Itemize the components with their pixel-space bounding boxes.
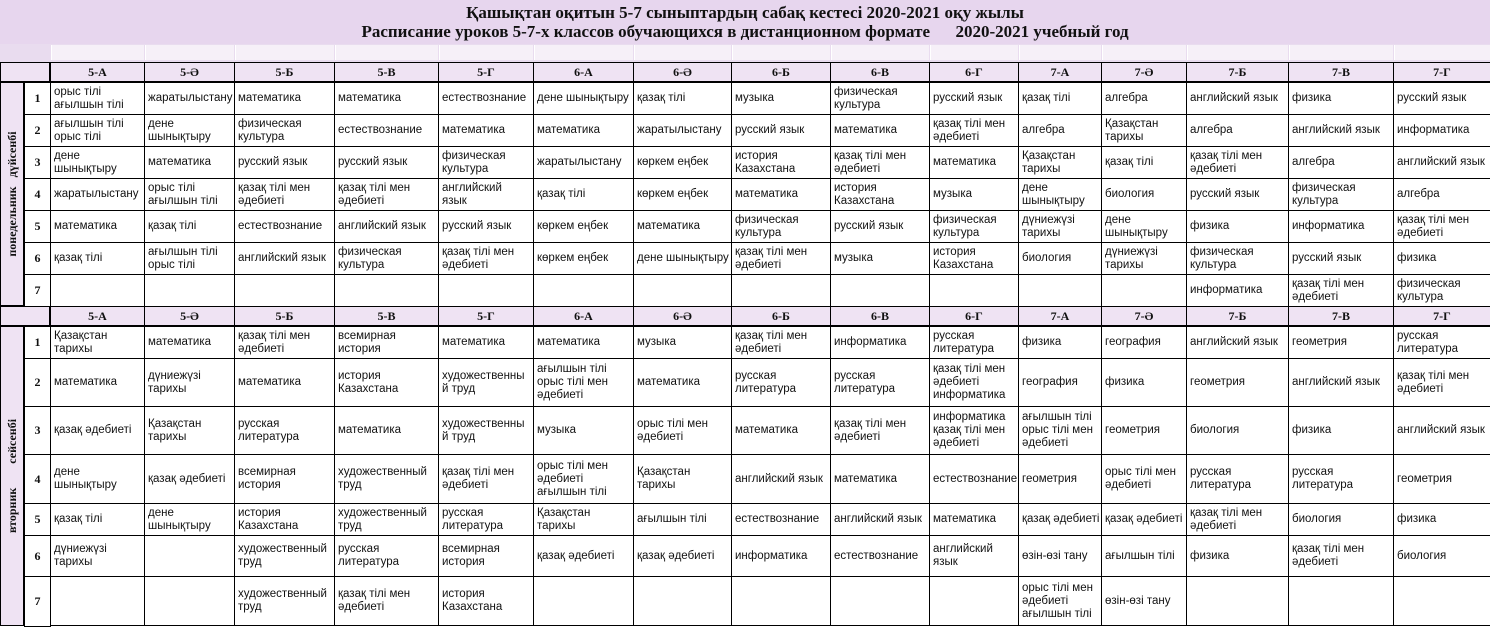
class-header: 6-А xyxy=(533,62,634,82)
lesson-cell xyxy=(1288,576,1394,626)
lesson-cell xyxy=(929,274,1019,307)
lesson-cell: қазақ тілі xyxy=(1018,82,1102,115)
lesson-cell: всемирная история xyxy=(234,454,335,504)
lesson-cell xyxy=(633,274,732,307)
class-header: 5-Г xyxy=(438,62,534,82)
lesson-number: 2 xyxy=(24,114,51,147)
lesson-cell: музыка xyxy=(533,406,634,455)
lesson-cell: қазақ әдебиеті xyxy=(50,406,145,455)
lesson-number: 7 xyxy=(24,274,51,307)
class-header: 7-Г xyxy=(1393,306,1490,326)
class-header: 7-Б xyxy=(1186,306,1289,326)
lesson-cell: математика xyxy=(50,358,145,407)
lesson-cell: русский язык xyxy=(234,146,335,179)
lesson-cell: қазақ тілі мен әдебиеті информатика xyxy=(929,358,1019,407)
lesson-cell: дене шынықтыру xyxy=(633,242,732,275)
class-header: 7-В xyxy=(1288,306,1394,326)
lesson-cell: английский язык xyxy=(1186,326,1289,359)
lesson-cell: английский язык xyxy=(234,242,335,275)
lesson-cell: дене шынықтыру xyxy=(533,82,634,115)
blank-cell xyxy=(1019,45,1101,60)
lesson-cell: алгебра xyxy=(1288,146,1394,179)
lesson-cell: орыс тілі мен әдебиеті xyxy=(633,406,732,455)
class-header: 6-Ә xyxy=(633,306,732,326)
lesson-cell: қазақ тілі мен әдебиеті xyxy=(1288,535,1394,577)
lesson-cell: естествознание xyxy=(830,535,930,577)
lesson-cell: русская литература xyxy=(438,503,534,536)
class-header: 7-А xyxy=(1018,306,1102,326)
class-header: 5-Ә xyxy=(144,306,235,326)
lesson-number: 5 xyxy=(24,503,51,536)
class-header: 6-В xyxy=(830,62,930,82)
lesson-cell: художественны й труд xyxy=(438,406,534,455)
lesson-cell: қазақ тілі xyxy=(1101,146,1187,179)
lesson-cell: Қазақстан тарихы xyxy=(50,326,145,359)
lesson-cell: қазақ тілі xyxy=(633,82,732,115)
blank-cell xyxy=(1394,45,1490,60)
lesson-cell: орыс тілі мен әдебиеті xyxy=(1101,454,1187,504)
lesson-cell: дене шынықтыру xyxy=(144,114,235,147)
lesson-cell: русская литература xyxy=(1288,454,1394,504)
lesson-cell: русская литература xyxy=(929,326,1019,359)
lesson-cell: информатика xyxy=(830,326,930,359)
lesson-cell: математика xyxy=(234,358,335,407)
lesson-cell: Қазақстан тарихы xyxy=(533,503,634,536)
lesson-cell: қазақ тілі мен әдебиеті xyxy=(1186,146,1289,179)
lesson-cell: геометрия xyxy=(1018,454,1102,504)
lesson-cell: биология xyxy=(1393,535,1490,577)
blank-cell xyxy=(534,45,633,60)
lesson-cell: орыс тілі мен әдебиеті ағылшын тілі xyxy=(1018,576,1102,626)
lesson-cell: алгебра xyxy=(1186,114,1289,147)
lesson-cell: информатика xyxy=(1186,274,1289,307)
lesson-cell: дүниежүзі тарихы xyxy=(50,535,145,577)
lesson-number: 7 xyxy=(24,576,51,627)
lesson-cell xyxy=(633,576,732,626)
lesson-cell: алгебра xyxy=(1018,114,1102,147)
lesson-cell: ағылшын тілі орыс тілі xyxy=(50,114,145,147)
lesson-cell: английский язык xyxy=(1288,114,1394,147)
lesson-cell: история Казахстана xyxy=(438,576,534,626)
lesson-number: 6 xyxy=(24,535,51,577)
lesson-cell: қазақ тілі мен әдебиеті xyxy=(830,406,930,455)
lesson-cell: русский язык xyxy=(929,82,1019,115)
lesson-cell: көркем еңбек xyxy=(533,210,634,243)
lesson-number: 1 xyxy=(24,82,51,115)
lesson-cell: физика xyxy=(1393,503,1490,536)
lesson-cell: дене шынықтыру xyxy=(144,503,235,536)
lesson-cell: английский язык xyxy=(1393,406,1490,455)
lesson-cell: математика xyxy=(144,146,235,179)
lesson-cell: қазақ тілі мен әдебиеті xyxy=(731,326,831,359)
lesson-cell: қазақ тілі мен әдебиеті xyxy=(234,178,335,211)
blank-cell xyxy=(235,45,334,60)
title-band xyxy=(0,0,1490,44)
lesson-cell: всемирная история xyxy=(334,326,439,359)
lesson-cell: математика xyxy=(50,210,145,243)
lesson-cell: естествознание xyxy=(234,210,335,243)
class-header: 7-В xyxy=(1288,62,1394,82)
lesson-cell: информатика xyxy=(731,535,831,577)
class-header: 6-Б xyxy=(731,62,831,82)
class-header: 5-В xyxy=(334,306,439,326)
lesson-cell: физическая культура xyxy=(1186,242,1289,275)
lesson-cell: математика xyxy=(830,454,930,504)
lesson-cell: география xyxy=(1018,358,1102,407)
lesson-cell xyxy=(144,576,235,626)
class-header: 7-Г xyxy=(1393,62,1490,82)
lesson-cell: математика xyxy=(533,114,634,147)
lesson-cell: геометрия xyxy=(1186,358,1289,407)
lesson-cell: русский язык xyxy=(438,210,534,243)
lesson-cell: дене шынықтыру xyxy=(50,454,145,504)
blank-cell xyxy=(335,45,438,60)
lesson-number: 6 xyxy=(24,242,51,275)
class-header: 5-В xyxy=(334,62,439,82)
lesson-cell: естествознание xyxy=(334,114,439,147)
lesson-cell: физика xyxy=(1101,358,1187,407)
lesson-cell: английский язык xyxy=(929,535,1019,577)
lesson-cell xyxy=(144,535,235,577)
title-kazakh: Қашықтан оқитын 5-7 сыныптардың сабақ кестесі 2020-2021 оқу жылы xyxy=(466,3,1024,22)
class-header: 6-Б xyxy=(731,306,831,326)
lesson-cell: қазақ тілі мен әдебиеті xyxy=(1186,503,1289,536)
lesson-cell xyxy=(830,576,930,626)
header-blank-cell xyxy=(0,62,50,82)
lesson-cell: көркем еңбек xyxy=(633,146,732,179)
lesson-cell xyxy=(438,274,534,307)
lesson-cell: художественный труд xyxy=(334,454,439,504)
lesson-cell: биология xyxy=(1101,178,1187,211)
class-header: 5-А xyxy=(50,62,145,82)
lesson-cell: русская литература xyxy=(1186,454,1289,504)
lesson-cell: художественный труд xyxy=(334,503,439,536)
lesson-cell: естествознание xyxy=(731,503,831,536)
lesson-cell: Қазақстан тарихы xyxy=(1018,146,1102,179)
lesson-cell: физика xyxy=(1186,210,1289,243)
lesson-cell: физическая культура xyxy=(830,82,930,115)
lesson-cell: ағылшын тілі xyxy=(1101,535,1187,577)
lesson-cell: английский язык xyxy=(438,178,534,211)
lesson-cell: қазақ тілі мен әдебиеті xyxy=(334,178,439,211)
lesson-cell: русский язык xyxy=(334,146,439,179)
lesson-cell: жаратылыстану xyxy=(633,114,732,147)
lesson-cell: алгебра xyxy=(1101,82,1187,115)
lesson-cell: физика xyxy=(1393,242,1490,275)
lesson-cell: физика xyxy=(1186,535,1289,577)
lesson-cell: музыка xyxy=(633,326,732,359)
lesson-cell: физика xyxy=(1288,406,1394,455)
blank-cell xyxy=(831,45,929,60)
lesson-cell xyxy=(234,274,335,307)
lesson-cell: орыс тілі ағылшын тілі xyxy=(50,82,145,115)
lesson-cell: қазақ тілі мен әдебиеті xyxy=(438,454,534,504)
lesson-cell: математика xyxy=(334,406,439,455)
class-header: 5-Б xyxy=(234,62,335,82)
lesson-cell: математика xyxy=(633,210,732,243)
lesson-cell: қазақ әдебиеті xyxy=(1018,503,1102,536)
lesson-cell: физическая культура xyxy=(438,146,534,179)
lesson-cell: қазақ тілі xyxy=(533,178,634,211)
lesson-cell: английский язык xyxy=(1186,82,1289,115)
lesson-cell: русский язык xyxy=(830,210,930,243)
lesson-cell: жаратылыстану xyxy=(50,178,145,211)
lesson-cell: английский язык xyxy=(1288,358,1394,407)
blank-cell xyxy=(439,45,533,60)
lesson-cell xyxy=(1186,576,1289,626)
lesson-cell xyxy=(1018,274,1102,307)
lesson-cell: ағылшын тілі орыс тілі xyxy=(144,242,235,275)
header-blank-cell xyxy=(0,306,50,326)
lesson-cell: геометрия xyxy=(1393,454,1490,504)
lesson-number: 3 xyxy=(24,406,51,455)
lesson-cell: русский язык xyxy=(1288,242,1394,275)
blank-cell xyxy=(51,45,144,60)
lesson-number: 5 xyxy=(24,210,51,243)
lesson-cell: история Казахстана xyxy=(929,242,1019,275)
lesson-cell: дене шынықтыру xyxy=(1101,210,1187,243)
lesson-cell: жаратылыстану xyxy=(144,82,235,115)
lesson-cell: ағылшын тілі xyxy=(633,503,732,536)
lesson-cell: математика xyxy=(144,326,235,359)
lesson-cell: английский язык xyxy=(334,210,439,243)
blank-cell xyxy=(732,45,830,60)
lesson-number: 1 xyxy=(24,326,51,359)
lesson-cell: қазақ тілі xyxy=(50,503,145,536)
lesson-cell: русская литература xyxy=(1393,326,1490,359)
lesson-cell xyxy=(144,274,235,307)
lesson-cell: дене шынықтыру xyxy=(50,146,145,179)
lesson-cell: қазақ тілі мен әдебиеті xyxy=(234,326,335,359)
lesson-cell xyxy=(731,576,831,626)
lesson-cell: география xyxy=(1101,326,1187,359)
blank-cell xyxy=(634,45,731,60)
lesson-cell xyxy=(929,576,1019,626)
class-header: 6-В xyxy=(830,306,930,326)
blank-cell xyxy=(145,45,234,60)
lesson-cell: қазақ тілі мен әдебиеті xyxy=(929,114,1019,147)
class-header: 7-Ә xyxy=(1101,306,1187,326)
lesson-cell: художественный труд xyxy=(234,576,335,626)
lesson-cell: Қазақстан тарихы xyxy=(144,406,235,455)
class-header: 6-Ә xyxy=(633,62,732,82)
blank-cell xyxy=(1102,45,1186,60)
lesson-cell: дүниежүзі тарихы xyxy=(144,358,235,407)
lesson-cell: история Казахстана xyxy=(334,358,439,407)
lesson-cell: көркем еңбек xyxy=(633,178,732,211)
blank-cell xyxy=(1187,45,1288,60)
lesson-cell: английский язык xyxy=(1393,146,1490,179)
lesson-cell: математика xyxy=(234,82,335,115)
lesson-cell: художественны й труд xyxy=(438,358,534,407)
lesson-cell: музыка xyxy=(731,82,831,115)
lesson-cell: естествознание xyxy=(438,82,534,115)
lesson-cell xyxy=(533,274,634,307)
class-header: 7-А xyxy=(1018,62,1102,82)
lesson-cell: физическая культура xyxy=(929,210,1019,243)
lesson-cell: русский язык xyxy=(731,114,831,147)
lesson-cell: қазақ тілі мен әдебиеті xyxy=(830,146,930,179)
lesson-cell: история Казахстана xyxy=(830,178,930,211)
class-header: 6-Г xyxy=(929,306,1019,326)
class-header: 7-Б xyxy=(1186,62,1289,82)
lesson-cell: всемирная история xyxy=(438,535,534,577)
lesson-cell: музыка xyxy=(830,242,930,275)
blank-cell xyxy=(1289,45,1393,60)
lesson-cell: өзін-өзі тану xyxy=(1101,576,1187,626)
lesson-cell: математика xyxy=(830,114,930,147)
lesson-cell: қазақ тілі мен әдебиеті xyxy=(438,242,534,275)
lesson-cell: математика xyxy=(438,326,534,359)
lesson-cell: қазақ тілі мен әдебиеті xyxy=(731,242,831,275)
lesson-cell: математика xyxy=(929,146,1019,179)
lesson-cell: математика xyxy=(438,114,534,147)
lesson-cell: өзін-өзі тану xyxy=(1018,535,1102,577)
lesson-number: 4 xyxy=(24,454,51,504)
lesson-number: 4 xyxy=(24,178,51,211)
lesson-cell: қазақ тілі мен әдебиеті xyxy=(334,576,439,626)
lesson-cell: физическая культура xyxy=(234,114,335,147)
lesson-cell xyxy=(1101,274,1187,307)
lesson-cell: физическая культура xyxy=(731,210,831,243)
lesson-cell: русский язык xyxy=(1393,82,1490,115)
lesson-cell: информатика xyxy=(1393,114,1490,147)
class-header: 6-Г xyxy=(929,62,1019,82)
lesson-cell: история Казахстана xyxy=(234,503,335,536)
lesson-cell xyxy=(830,274,930,307)
lesson-cell: жаратылыстану xyxy=(533,146,634,179)
lesson-cell: қазақ тілі xyxy=(144,210,235,243)
class-header: 7-Ә xyxy=(1101,62,1187,82)
lesson-cell: математика xyxy=(334,82,439,115)
lesson-cell: қазақ әдебиеті xyxy=(633,535,732,577)
lesson-cell: физическая культура xyxy=(1393,274,1490,307)
lesson-cell: ағылшын тілі орыс тілі мен әдебиеті xyxy=(533,358,634,407)
lesson-cell: русский язык xyxy=(1186,178,1289,211)
day-label: вторник сейсенбі xyxy=(5,418,19,534)
lesson-cell: физика xyxy=(1018,326,1102,359)
lesson-cell xyxy=(50,576,145,626)
lesson-cell: русская литература xyxy=(830,358,930,407)
lesson-cell: физика xyxy=(1288,82,1394,115)
day-label: понедельник дүйсенбі xyxy=(5,131,19,257)
lesson-cell xyxy=(50,274,145,307)
lesson-cell: геометрия xyxy=(1101,406,1187,455)
lesson-cell: ағылшын тілі орыс тілі мен әдебиеті xyxy=(1018,406,1102,455)
lesson-cell: қазақ әдебиеті xyxy=(533,535,634,577)
day-label-cell xyxy=(0,326,24,626)
lesson-cell: физическая культура xyxy=(334,242,439,275)
lesson-cell: қазақ тілі xyxy=(50,242,145,275)
lesson-cell: русская литература xyxy=(334,535,439,577)
day-label-cell xyxy=(0,82,24,306)
lesson-cell: математика xyxy=(929,503,1019,536)
class-header: 5-А xyxy=(50,306,145,326)
lesson-cell xyxy=(533,576,634,626)
lesson-cell: математика xyxy=(731,178,831,211)
lesson-cell: русская литература xyxy=(234,406,335,455)
lesson-cell: дүниежүзі тарихы xyxy=(1018,210,1102,243)
lesson-cell: английский язык xyxy=(731,454,831,504)
lesson-cell: русская литература xyxy=(731,358,831,407)
lesson-cell: художественный труд xyxy=(234,535,335,577)
lesson-cell: қазақ тілі мен әдебиеті xyxy=(1393,358,1490,407)
lesson-cell xyxy=(334,274,439,307)
class-header: 5-Г xyxy=(438,306,534,326)
lesson-cell: математика xyxy=(533,326,634,359)
class-header: 5-Ә xyxy=(144,62,235,82)
lesson-cell: биология xyxy=(1186,406,1289,455)
lesson-number: 2 xyxy=(24,358,51,407)
lesson-cell: биология xyxy=(1018,242,1102,275)
lesson-cell: қазақ тілі мен әдебиеті xyxy=(1288,274,1394,307)
lesson-cell: музыка xyxy=(929,178,1019,211)
lesson-cell: орыс тілі мен әдебиеті ағылшын тілі xyxy=(533,454,634,504)
lesson-cell xyxy=(1393,576,1490,626)
title-russian: Расписание уроков 5-7-х классов обучающихся в дистанционном формате 2020-2021 учебный год xyxy=(361,22,1129,41)
lesson-cell: қазақ тілі мен әдебиеті xyxy=(1393,210,1490,243)
lesson-cell: информатика xyxy=(1288,210,1394,243)
lesson-cell: Қазақстан тарихы xyxy=(1101,114,1187,147)
lesson-cell: Қазақстан тарихы xyxy=(633,454,732,504)
lesson-cell: математика xyxy=(633,358,732,407)
lesson-cell: математика xyxy=(731,406,831,455)
lesson-cell: дене шынықтыру xyxy=(1018,178,1102,211)
lesson-cell: алгебра xyxy=(1393,178,1490,211)
lesson-cell: английский язык xyxy=(830,503,930,536)
lesson-cell xyxy=(731,274,831,307)
blank-cell xyxy=(930,45,1018,60)
lesson-cell: информатика қазақ тілі мен әдебиеті xyxy=(929,406,1019,455)
lesson-cell: дүниежүзі тарихы xyxy=(1101,242,1187,275)
lesson-cell: қазақ әдебиеті xyxy=(144,454,235,504)
lesson-cell: физическая культура xyxy=(1288,178,1394,211)
lesson-number: 3 xyxy=(24,146,51,179)
class-header: 6-А xyxy=(533,306,634,326)
lesson-cell: геометрия xyxy=(1288,326,1394,359)
lesson-cell: естествознание xyxy=(929,454,1019,504)
lesson-cell: биология xyxy=(1288,503,1394,536)
lesson-cell: орыс тілі ағылшын тілі xyxy=(144,178,235,211)
lesson-cell: қазақ әдебиеті xyxy=(1101,503,1187,536)
class-header: 5-Б xyxy=(234,306,335,326)
lesson-cell: көркем еңбек xyxy=(533,242,634,275)
lesson-cell: история Казахстана xyxy=(731,146,831,179)
